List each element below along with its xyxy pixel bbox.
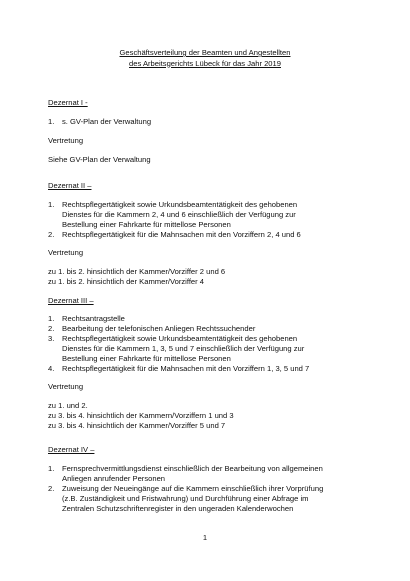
dezernat-4-heading: Dezernat IV – xyxy=(48,445,95,454)
dezernat-3-heading: Dezernat III – xyxy=(48,296,94,305)
dezernat-1-vertretung-label: Vertretung xyxy=(48,136,84,145)
title-line-1: Geschäftsverteilung der Beamten und Angestellten xyxy=(119,48,291,57)
dezernat-3-vertretung-line: zu 3. bis 4. hinsichtlich der Kammer/Vorziffer 5 und 7 xyxy=(48,421,226,430)
dezernat-1-list xyxy=(48,117,378,127)
dezernat-1-heading: Dezernat I - xyxy=(48,98,88,107)
dezernat-3-vertretung-label: Vertretung xyxy=(48,382,84,391)
dezernat-3-list xyxy=(48,314,378,374)
dezernat-4-list xyxy=(48,464,378,514)
dezernat-3-vertretung-line: zu 3. bis 4. hinsichtlich der Kammern/Vorziffern 1 und 3 xyxy=(48,411,234,420)
title-line-2: des Arbeitsgerichts Lübeck für das Jahr 2019 xyxy=(129,58,281,68)
list-item: 2. Bearbeitung der telefonischen Anliegen Rechtssuchender xyxy=(48,324,256,333)
dezernat-2-vertretung-line: zu 1. bis 2. hinsichtlich der Kammer/Vorziffer 4 xyxy=(48,277,205,286)
list-item: 2. Zuweisung der Neueingänge auf die Kammern einschließlich ihrer Vorprüfung (z.B. Zuständigkeit und Fristwahrung) und Durchführung einer Abfrage im Zentralen Schutzschriftenregister in den ungeraden Kalenderwochen xyxy=(48,484,324,513)
dezernat-2-list xyxy=(48,200,378,240)
dezernat-2-heading: Dezernat II – xyxy=(48,181,92,190)
list-item: 3. Rechtspflegertätigkeit sowie Urkundsbeamtentätigkeit des gehobenen Dienstes für die Kammern 1, 3, 5 und 7 einschließlich der Verfügung zur Bestellung einer Fahrkarte für mittellose Personen xyxy=(48,334,305,363)
list-item: 1. Fernsprechvermittlungsdienst einschließlich der Bearbeitung von allgemeinen Anliegen anrufender Personen xyxy=(48,464,323,483)
dezernat-3-vertretung-line: zu 1. und 2. xyxy=(48,401,88,410)
page-number: 1 xyxy=(202,533,208,542)
list-item: 2. Rechtspflegertätigkeit für die Mahnsachen mit den Vorziffern 2, 4 und 6 xyxy=(48,230,301,239)
list-item: 1. Rechtsantragstelle xyxy=(48,314,125,323)
list-item: 1. s. GV-Plan der Verwaltung xyxy=(48,117,152,126)
dezernat-2-vertretung-label: Vertretung xyxy=(48,248,84,257)
dezernat-2-vertretung-line: zu 1. bis 2. hinsichtlich der Kammer/Vorziffer 2 und 6 xyxy=(48,267,226,276)
list-item: 4. Rechtspflegertätigkeit für die Mahnsachen mit den Vorziffern 1, 3, 5 und 7 xyxy=(48,364,310,373)
document-title xyxy=(0,48,410,69)
list-item: 1. Rechtspflegertätigkeit sowie Urkundsbeamtentätigkeit des gehobenen Dienstes für die Kammern 2, 4 und 6 einschließlich der Verfügung zur Bestellung einer Fahrkarte für mittellose Personen xyxy=(48,200,298,229)
dezernat-1-vertretung-line: Siehe GV-Plan der Verwaltung xyxy=(48,155,151,164)
